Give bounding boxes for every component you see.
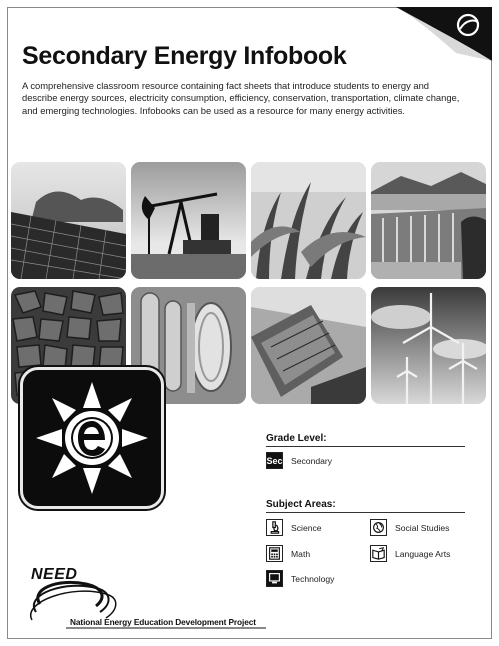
solar-panels-photo [11,162,126,279]
subject-areas-heading: Subject Areas: [266,499,336,510]
subject-technology-label: Technology [291,573,335,584]
subject-math [266,545,310,562]
document-description: A comprehensive classroom resource containing fact sheets that introduce students to energy and describe energy sources, electricity consumption, efficiency, conservation, transportation, climate change, and emerging technologies. Infobooks can be used as a resource for many energy activities. [22,80,460,116]
document-title: Secondary Energy Infobook [22,42,347,70]
subject-language-arts [370,545,450,562]
subject-math-label: Math [291,548,311,559]
subject-social-studies [370,519,449,536]
calculator-icon [266,545,283,562]
subject-technology [266,570,334,587]
geothermal-pipe-photo [251,287,366,404]
book-icon [370,545,387,562]
page-curl-logo [396,7,492,61]
subject-language-arts-label: Language Arts [395,548,451,559]
subject-science [266,519,322,536]
secondary-grade-icon: Sec [266,452,283,469]
need-logo-word: NEED [31,566,78,583]
oil-pumpjack-photo [131,162,246,279]
sun-e-icon [23,370,161,506]
microscope-icon [266,519,283,536]
globe-icon [370,519,387,536]
subject-social-studies-label: Social Studies [395,522,450,533]
need-tagline: National Energy Education Development Project [70,617,256,627]
energy-sun-logo [20,367,164,509]
grade-level-heading: Grade Level: [266,433,327,444]
wind-turbines-photo [371,287,486,404]
grade-level-rule [266,446,465,447]
subject-areas-rule [266,512,465,513]
hydro-dam-photo [371,162,486,279]
grade-level-secondary [266,452,332,469]
grade-level-label: Secondary [291,455,333,466]
subject-science-label: Science [291,522,322,533]
corn-field-photo [251,162,366,279]
